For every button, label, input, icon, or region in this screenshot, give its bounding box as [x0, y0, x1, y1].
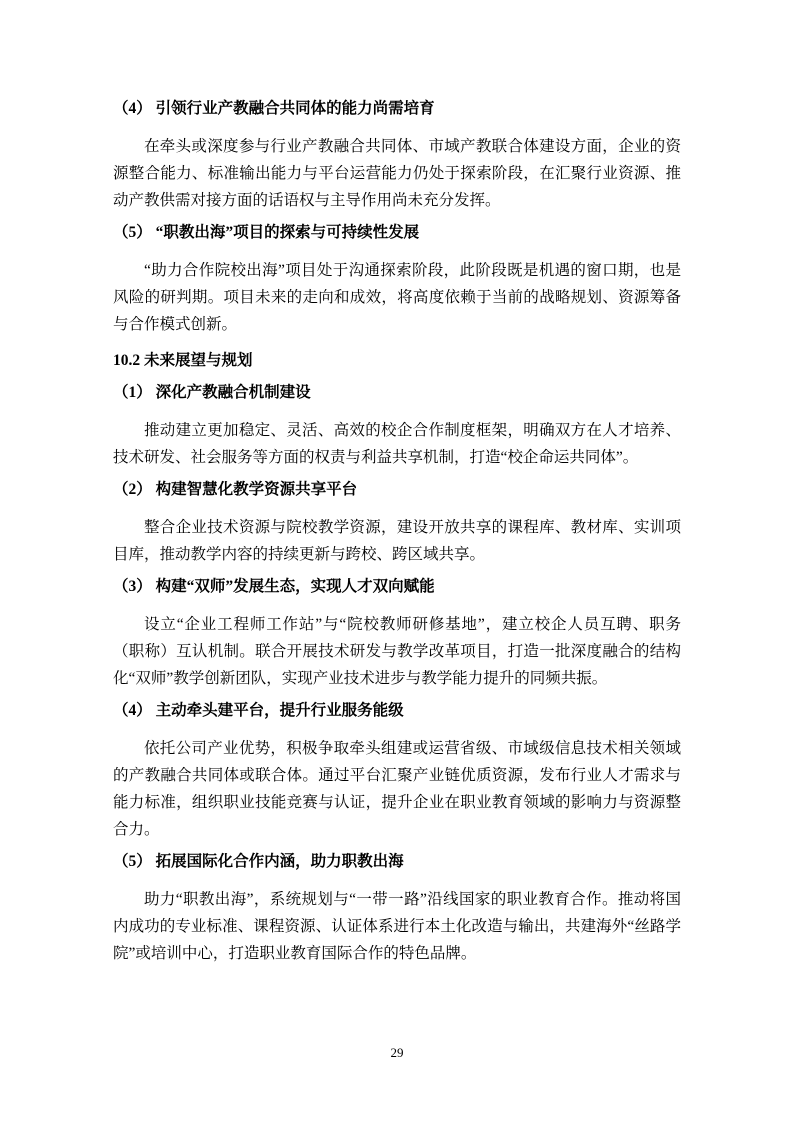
heading-5-international-cooperation: （5） 拓展国际化合作内涵，助力职教出海 [113, 853, 404, 870]
heading-2-smart-resource-platform: （2） 构建智慧化教学资源共享平台 [113, 481, 358, 498]
heading-1-deepen-integration: （1） 深化产教融合机制建设 [113, 384, 311, 401]
paragraph: “助力合作院校出海”项目处于沟通探索阶段，此阶段既是机遇的窗口期，也是风险的研判期。项目未来的走向和成效，将高度依赖于当前的战略规划、资源筹备与合作模式创新。 [113, 262, 681, 333]
paragraph: 助力“职教出海”，系统规划与“一带一路”沿线国家的职业教育合作。推动将国内成功的专业标准、课程资源、认证体系进行本土化改造与输出，共建海外“丝路学院”或培训中心，打造职业教育国际合作的特色品牌。 [113, 891, 681, 962]
heading-4-lead-platform: （4） 主动牵头建平台，提升行业服务能级 [113, 702, 404, 719]
heading-3-dual-teacher-ecosystem: （3） 构建“双师”发展生态，实现人才双向赋能 [113, 578, 435, 595]
paragraph: 设立“企业工程师工作站”与“院校教师研修基地”，建立校企人员互聘、职务（职称）互认机制。联合开展技术研发与教学改革项目，打造一批深度融合的结构化“双师”教学创新团队，实现产业技术进步与教学能力提升的同频共振。 [113, 616, 681, 687]
paragraph: 整合企业技术资源与院校教学资源，建设开放共享的课程库、教材库、实训项目库，推动教学内容的持续更新与跨校、跨区域共享。 [113, 519, 681, 563]
heading-4-industry-community: （4） 引领行业产教融合共同体的能力尚需培育 [113, 100, 435, 117]
section-heading-10-2: 10.2 未来展望与规划 [113, 352, 253, 369]
paragraph: 推动建立更加稳定、灵活、高效的校企合作制度框架，明确双方在人才培养、技术研发、社会服务等方面的权责与利益共享机制，打造“校企命运共同体”。 [113, 422, 681, 466]
page-content [113, 0, 681, 972]
page-number: 29 [390, 1045, 404, 1060]
paragraph: 依托公司产业优势，积极争取牵头组建或运营省级、市域级信息技术相关领域的产教融合共同体或联合体。通过平台汇聚产业链优质资源，发布行业人才需求与能力标准，组织职业技能竞赛与认证，提升企业在职业教育领域的影响力与资源整合力。 [113, 740, 681, 838]
paragraph: 在牵头或深度参与行业产教融合共同体、市域产教联合体建设方面，企业的资源整合能力、标准输出能力与平台运营能力仍处于探索阶段，在汇聚行业资源、推动产教供需对接方面的话语权与主导作用尚未充分发挥。 [113, 138, 681, 209]
heading-5-vocational-education-abroad: （5） “职教出海”项目的探索与可持续性发展 [113, 224, 420, 241]
